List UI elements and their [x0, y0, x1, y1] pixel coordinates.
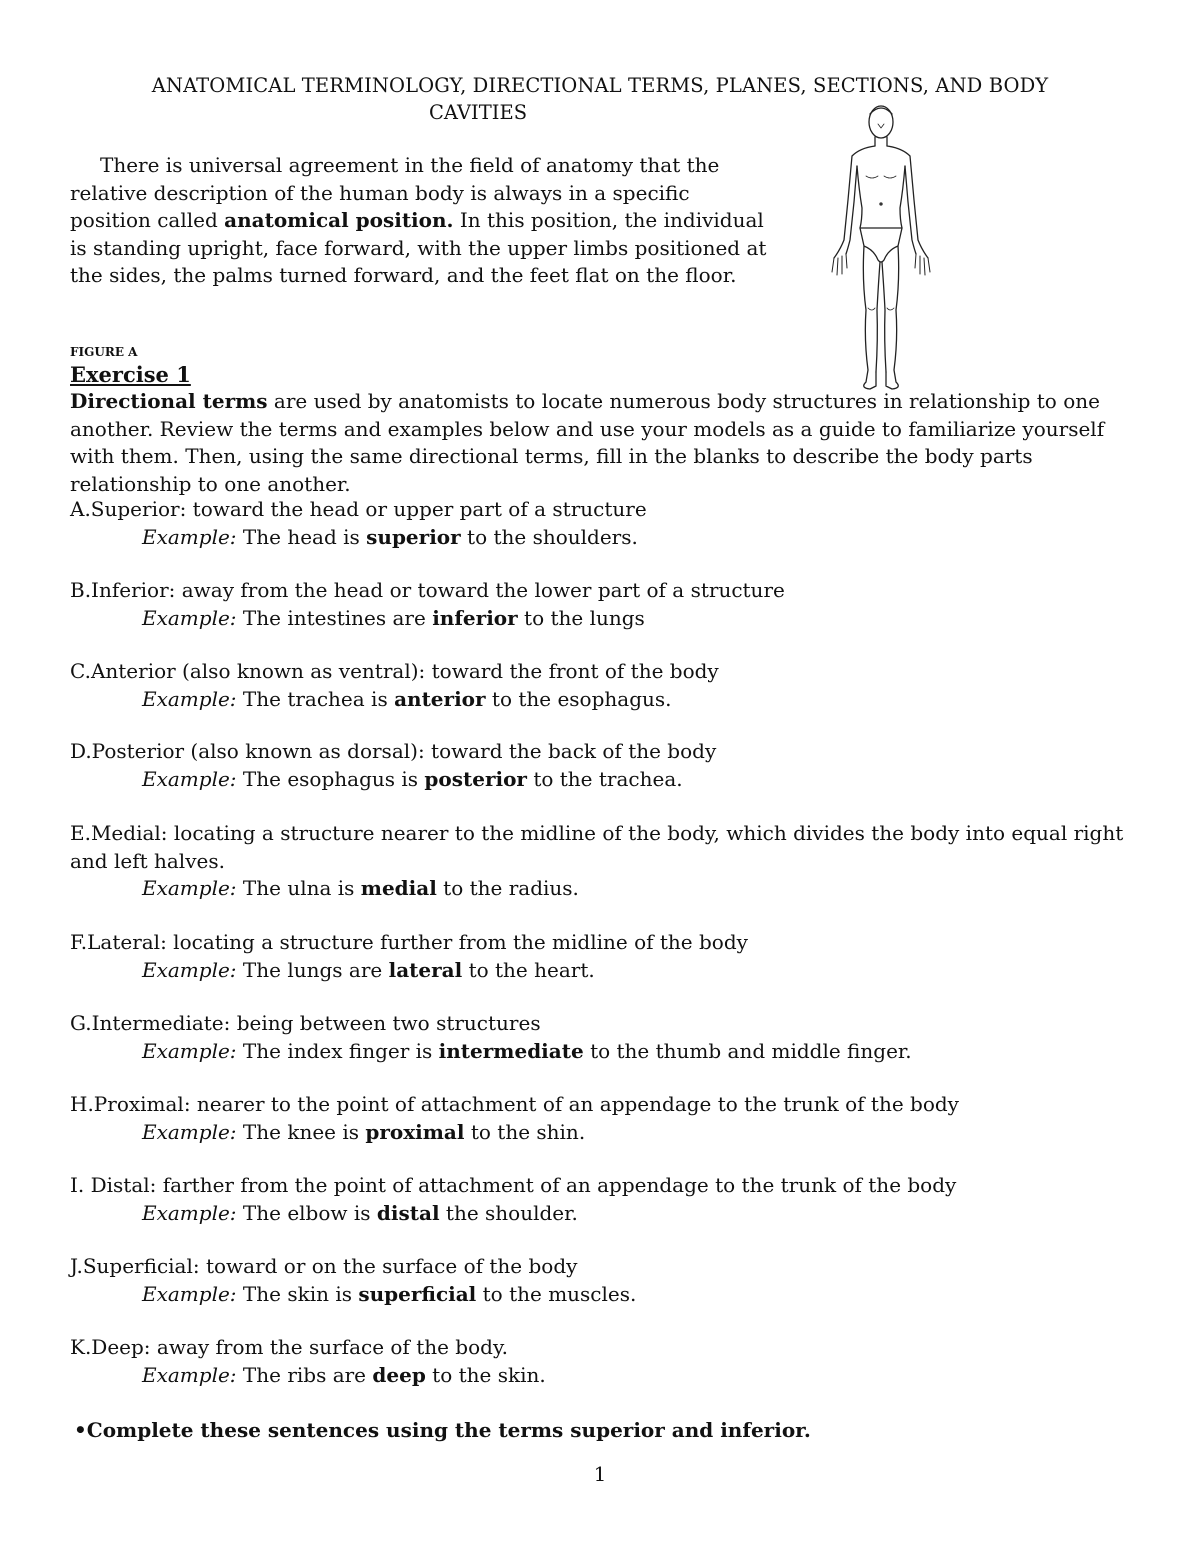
- example-label: Example:: [142, 1200, 237, 1225]
- example-text-before: The head is: [242, 524, 360, 549]
- term-definition: A.Superior: toward the head or upper part of a structure: [70, 497, 647, 521]
- anatomical-position-figure: [826, 100, 936, 400]
- term-example: [70, 686, 1140, 714]
- example-text-before: The index finger is: [242, 1038, 433, 1063]
- example-text-after: to the radius.: [443, 876, 579, 900]
- intro-text-1: There is universal agreement in the field of anatomy that the relative description of the human body is always in a specific position called: [70, 153, 720, 232]
- term-item: [70, 929, 1140, 984]
- term-definition: I. Distal: farther from the point of attachment of an appendage to the trunk of the body: [70, 1173, 957, 1197]
- term-item: [70, 1253, 1140, 1308]
- example-text-before: The knee is: [242, 1119, 360, 1144]
- example-text-before: The skin is: [242, 1281, 352, 1306]
- example-text-before: The intestines are: [242, 605, 426, 630]
- example-text-before: The esophagus is: [242, 766, 419, 791]
- term-definition: J.Superficial: toward or on the surface of the body: [70, 1254, 578, 1278]
- term-definition: C.Anterior (also known as ventral): toward the front of the body: [70, 659, 719, 683]
- term-example: [70, 1362, 1140, 1390]
- example-bold-term: proximal: [365, 1119, 465, 1144]
- exercise-heading: Exercise 1: [70, 362, 191, 387]
- term-item: [70, 658, 1140, 713]
- term-example: [70, 875, 1140, 903]
- example-text-after: to the esophagus.: [491, 686, 672, 711]
- term-item: [70, 738, 1140, 793]
- example-text-before: The elbow is: [242, 1200, 371, 1225]
- example-text-after: to the shoulders.: [467, 524, 638, 549]
- example-text-before: The trachea is: [242, 686, 388, 711]
- example-label: Example:: [142, 1038, 237, 1063]
- example-text-before: The lungs are: [242, 957, 383, 982]
- example-label: Example:: [142, 686, 237, 711]
- document-title-line2: CAVITIES: [428, 101, 528, 124]
- term-item: [70, 1334, 1140, 1389]
- term-example: [70, 1281, 1140, 1309]
- figure-label: FIGURE A: [70, 345, 138, 359]
- example-label: Example:: [142, 957, 237, 982]
- intro-paragraph: [70, 152, 770, 290]
- exercise-intro-bold: Directional terms: [70, 389, 268, 413]
- term-example: [70, 957, 1140, 985]
- term-definition: H.Proximal: nearer to the point of attachment of an appendage to the trunk of the body: [70, 1092, 959, 1116]
- term-example: [70, 605, 1140, 633]
- exercise-intro-text: are used by anatomists to locate numerous body structures in relationship to one another. Review the terms and examples below and use your models as a guide to familiarize yourself with them. Then, using the same directional terms, fill in the blanks to describe the body parts relationship to one another.: [70, 389, 1105, 496]
- example-label: Example:: [142, 605, 237, 630]
- term-item: [70, 1010, 1140, 1065]
- example-label: Example:: [142, 524, 237, 549]
- example-bold-term: lateral: [388, 957, 463, 982]
- intro-bold-term: anatomical position.: [224, 208, 454, 232]
- example-text-after: to the shin.: [470, 1119, 586, 1144]
- document-title-line1: ANATOMICAL TERMINOLOGY, DIRECTIONAL TERMS, PLANES, SECTIONS, AND BODY: [151, 74, 1049, 97]
- term-definition: E.Medial: locating a structure nearer to the midline of the body, which divides the body into equal right and left halves.: [70, 821, 1124, 873]
- term-example: [70, 766, 1140, 794]
- example-label: Example:: [142, 876, 237, 900]
- example-text-after: to the heart.: [468, 957, 595, 982]
- example-text-after: the shoulder.: [445, 1200, 578, 1225]
- example-text-after: to the muscles.: [482, 1281, 637, 1306]
- term-item: [70, 820, 1140, 903]
- example-bold-term: superior: [366, 524, 461, 549]
- example-bold-term: distal: [376, 1200, 440, 1225]
- term-definition: B.Inferior: away from the head or toward the lower part of a structure: [70, 578, 785, 602]
- example-bold-term: deep: [372, 1362, 426, 1387]
- page-number: 1: [593, 1462, 607, 1486]
- term-item: [70, 496, 1140, 551]
- example-bold-term: anterior: [394, 686, 486, 711]
- term-definition: K.Deep: away from the surface of the body.: [70, 1335, 508, 1359]
- example-bold-term: medial: [360, 876, 437, 900]
- example-text-before: The ribs are: [242, 1362, 367, 1387]
- term-item: [70, 1172, 1140, 1227]
- example-text-after: to the skin.: [432, 1362, 546, 1387]
- example-label: Example:: [142, 1119, 237, 1144]
- example-bold-term: posterior: [424, 766, 527, 791]
- term-item: [70, 1091, 1140, 1146]
- example-label: Example:: [142, 1281, 237, 1306]
- example-bold-term: intermediate: [438, 1038, 584, 1063]
- example-label: Example:: [142, 1362, 237, 1387]
- example-text-after: to the lungs: [524, 605, 645, 630]
- example-text-after: to the trachea.: [533, 766, 683, 791]
- example-text-before: The ulna is: [242, 876, 355, 900]
- term-example: [70, 1200, 1140, 1228]
- intro-text-2: In this position, the individual is standing upright, face forward, with the upper limbs positioned at the sides, the palms turned forward, and the feet flat on the floor.: [70, 208, 767, 287]
- example-label: Example:: [142, 766, 237, 791]
- term-example: [70, 1119, 1140, 1147]
- task-instruction: •Complete these sentences using the terms superior and inferior.: [74, 1418, 811, 1442]
- term-example: [70, 524, 1140, 552]
- term-definition: D.Posterior (also known as dorsal): toward the back of the body: [70, 739, 717, 763]
- exercise-intro: [70, 388, 1140, 498]
- term-definition: G.Intermediate: being between two structures: [70, 1011, 541, 1035]
- example-bold-term: superficial: [358, 1281, 477, 1306]
- term-item: [70, 577, 1140, 632]
- example-bold-term: inferior: [432, 605, 518, 630]
- term-example: [70, 1038, 1140, 1066]
- example-text-after: to the thumb and middle finger.: [590, 1038, 912, 1063]
- term-definition: F.Lateral: locating a structure further from the midline of the body: [70, 930, 748, 954]
